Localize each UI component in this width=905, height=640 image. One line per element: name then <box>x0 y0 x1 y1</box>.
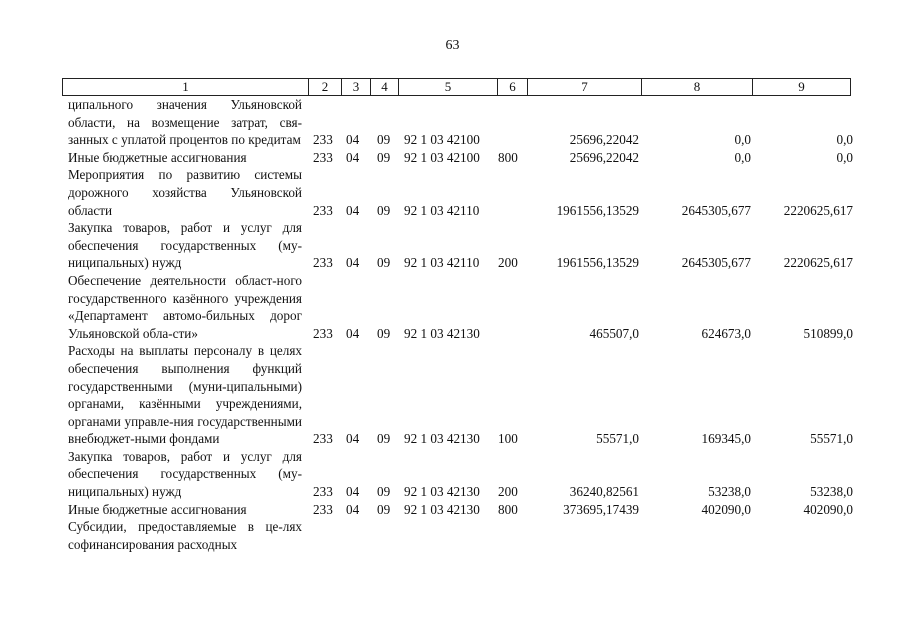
row-description: Расходы на выплаты персоналу в целях обеспечения выполнения функций государственными (муни-ципальными) органами, казёнными учреждениями, органами управле-ния государственными внебюджет-ными фондами <box>68 343 302 447</box>
row-description: Закупка товаров, работ и услуг для обеспечения государственных (му-ниципальных) нужд <box>68 220 302 271</box>
cell-col-9: 2220625,617 <box>783 202 853 218</box>
cell-col-5: 92 1 03 42110 <box>404 202 480 218</box>
cell-col-4: 09 <box>377 255 391 271</box>
row-values <box>0 254 905 272</box>
row-values <box>0 483 905 501</box>
table-header <box>62 78 851 96</box>
cell-col-7: 373695,17439 <box>563 501 639 517</box>
header-col-1: 1 <box>182 79 189 94</box>
cell-col-7: 55571,0 <box>596 431 639 447</box>
cell-col-5: 92 1 03 42100 <box>404 132 480 148</box>
cell-col-3: 04 <box>346 501 360 517</box>
header-col-4: 4 <box>370 79 398 95</box>
cell-col-6: 100 <box>498 431 518 447</box>
table-row <box>0 448 905 501</box>
cell-col-2: 233 <box>313 501 333 517</box>
cell-col-4: 09 <box>377 484 391 500</box>
table-row <box>0 219 905 272</box>
cell-col-9: 510899,0 <box>803 325 853 341</box>
cell-col-2: 233 <box>313 255 333 271</box>
cell-col-4: 09 <box>377 325 391 341</box>
header-col-7: 7 <box>527 79 641 95</box>
table-row <box>0 518 905 553</box>
row-values <box>0 430 905 448</box>
table-row <box>0 501 905 519</box>
cell-col-3: 04 <box>346 132 360 148</box>
cell-col-7: 1961556,13529 <box>556 202 639 218</box>
cell-col-6: 800 <box>498 501 518 517</box>
header-col-2: 2 <box>308 79 341 95</box>
cell-col-7: 1961556,13529 <box>556 255 639 271</box>
cell-col-8: 169345,0 <box>701 431 751 447</box>
cell-col-4: 09 <box>377 431 391 447</box>
header-col-8: 8 <box>641 79 752 95</box>
header-col-6: 6 <box>497 79 527 95</box>
cell-col-5: 92 1 03 42130 <box>404 325 480 341</box>
cell-col-4: 09 <box>377 202 391 218</box>
cell-col-9: 0,0 <box>836 149 853 165</box>
cell-col-5: 92 1 03 42130 <box>404 431 480 447</box>
header-col-9: 9 <box>752 79 850 95</box>
row-values <box>0 131 905 149</box>
cell-col-2: 233 <box>313 149 333 165</box>
cell-col-2: 233 <box>313 484 333 500</box>
table-row <box>0 342 905 448</box>
table-row <box>0 166 905 219</box>
table-row <box>0 149 905 167</box>
cell-col-5: 92 1 03 42100 <box>404 149 480 165</box>
cell-col-4: 09 <box>377 132 391 148</box>
page-number: 63 <box>445 38 460 53</box>
cell-col-5: 92 1 03 42130 <box>404 484 480 500</box>
row-description: ципального значения Ульяновской области, на возмещение затрат, свя-занных с уплатой процентов по кредитам <box>68 97 302 148</box>
cell-col-8: 2645305,677 <box>681 202 751 218</box>
cell-col-3: 04 <box>346 202 360 218</box>
cell-col-7: 25696,22042 <box>569 149 639 165</box>
row-values <box>0 536 905 554</box>
cell-col-4: 09 <box>377 149 391 165</box>
cell-col-8: 53238,0 <box>708 484 751 500</box>
cell-col-7: 465507,0 <box>589 325 639 341</box>
row-description: Закупка товаров, работ и услуг для обеспечения государственных (му-ниципальных) нужд <box>68 448 302 500</box>
cell-col-6: 200 <box>498 484 518 500</box>
cell-col-5: 92 1 03 42110 <box>404 255 480 271</box>
cell-col-2: 233 <box>313 132 333 148</box>
cell-col-8: 0,0 <box>734 149 751 165</box>
cell-col-7: 25696,22042 <box>569 132 639 148</box>
cell-col-9: 402090,0 <box>803 501 853 517</box>
row-description: Обеспечение деятельности област-ного государственного казённого учреждения «Департамент автомо-бильных дорог Ульяновской обла-сти» <box>68 272 302 341</box>
row-description: Иные бюджетные ассигнования <box>68 501 247 517</box>
row-values <box>0 501 905 519</box>
table-body <box>0 96 905 553</box>
row-description: Иные бюджетные ассигнования <box>68 149 247 165</box>
cell-col-3: 04 <box>346 484 360 500</box>
cell-col-3: 04 <box>346 431 360 447</box>
cell-col-2: 233 <box>313 431 333 447</box>
cell-col-8: 0,0 <box>734 132 751 148</box>
table-row <box>0 96 905 149</box>
cell-col-3: 04 <box>346 325 360 341</box>
cell-col-2: 233 <box>313 202 333 218</box>
cell-col-6: 800 <box>498 149 518 165</box>
row-description: Субсидии, предоставляемые в це-лях софинансирования расходных <box>68 519 302 552</box>
header-col-3: 3 <box>341 79 370 95</box>
row-values <box>0 202 905 220</box>
table-row <box>0 272 905 342</box>
cell-col-9: 53238,0 <box>810 484 853 500</box>
cell-col-4: 09 <box>377 501 391 517</box>
cell-col-5: 92 1 03 42130 <box>404 501 480 517</box>
row-values <box>0 149 905 167</box>
cell-col-9: 55571,0 <box>810 431 853 447</box>
row-values <box>0 325 905 343</box>
cell-col-9: 2220625,617 <box>783 255 853 271</box>
cell-col-8: 2645305,677 <box>681 255 751 271</box>
row-description: Мероприятия по развитию системы дорожного хозяйства Ульяновской области <box>68 167 302 218</box>
cell-col-9: 0,0 <box>836 132 853 148</box>
cell-col-8: 402090,0 <box>701 501 751 517</box>
cell-col-2: 233 <box>313 325 333 341</box>
cell-col-7: 36240,82561 <box>569 484 639 500</box>
cell-col-8: 624673,0 <box>701 325 751 341</box>
cell-col-3: 04 <box>346 149 360 165</box>
cell-col-3: 04 <box>346 255 360 271</box>
cell-col-6: 200 <box>498 255 518 271</box>
header-col-5: 5 <box>398 79 497 95</box>
